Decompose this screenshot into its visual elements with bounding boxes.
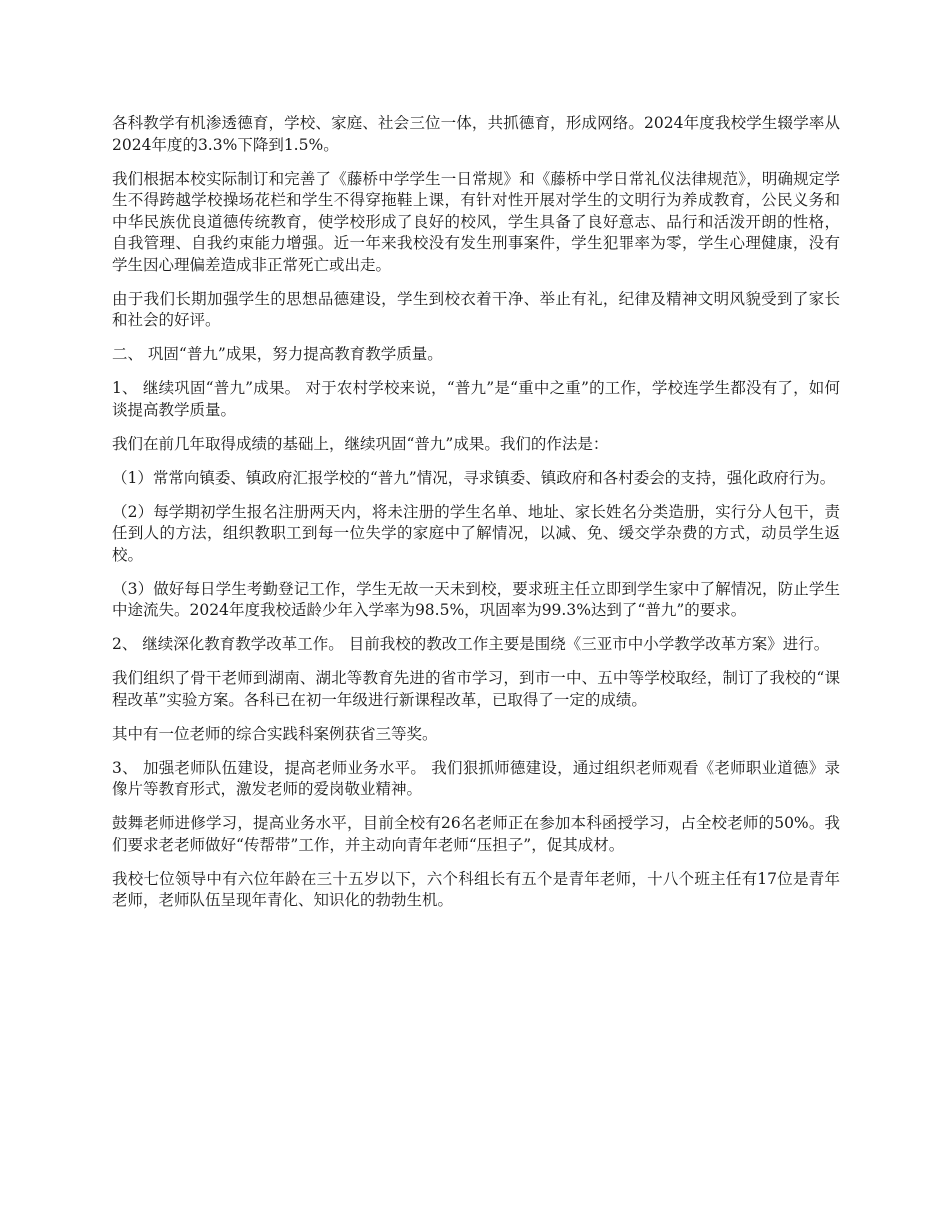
paragraph-method-2: （2）每学期初学生报名注册两天内，将未注册的学生名单、地址、家长姓名分类造册，实行分人包干，责任到人的方法，组织教职工到每一位失学的家庭中了解情况，以减、免、缓交学杂费的方式，动员学生返校。 (112, 502, 840, 564)
paragraph-item-2-reform: 2、 继续深化教育教学改革工作。 目前我校的教改工作主要是围绕《三亚市中小学教学改革方案》进行。 (112, 635, 830, 653)
paragraph-further-study: 鼓舞老师进修学习，提高业务水平，目前全校有26名老师正在参加本科函授学习，占全校老师的50%。我们要求老老师做好“传帮带”工作，并主动向青年老师“压担子”，促其成材。 (112, 814, 840, 854)
paragraph-our-methods: 我们在前几年取得成绩的基础上，继续巩固“普九”成果。我们的作法是： (112, 434, 609, 453)
paragraph-moral-education-network: 各科教学有机渗透德育，学校、家庭、社会三位一体，共抓德育，形成网络。2024年度我校学生辍学率从2024年度的3.3%下降到1.5%。 (112, 114, 840, 154)
paragraph-public-praise: 由于我们长期加强学生的思想品德建设，学生到校衣着干净、举止有礼，纪律及精神文明风貌受到了家长和社会的好评。 (112, 289, 840, 329)
paragraph-method-1: （1）常常向镇委、镇政府汇报学校的“普九”情况，寻求镇委、镇政府和各村委会的支持，强化政府行为。 (112, 468, 836, 487)
document-body (112, 113, 840, 924)
paragraph-award: 其中有一位老师的综合实践科案例获省三等奖。 (112, 724, 438, 743)
paragraph-item-3-teachers: 3、 加强老师队伍建设，提高老师业务水平。 我们狠抓师德建设，通过组织老师观看《老师职业道德》录像片等教育形式，激发老师的爱岗敬业精神。 (112, 758, 840, 798)
section-heading-consolidate-puji: 二、 巩固“普九”成果，努力提高教育教学质量。 (112, 345, 443, 363)
paragraph-young-teachers: 我校七位领导中有六位年龄在三十五岁以下，六个科组长有五个是青年老师，十八个班主任有17位是青年老师，老师队伍呈现年青化、知识化的勃勃生机。 (112, 869, 840, 909)
paragraph-school-rules: 我们根据本校实际制订和完善了《藤桥中学学生一日常规》和《藤桥中学日常礼仪法律规范》，明确规定学生不得跨越学校操场花栏和学生不得穿拖鞋上课，有针对性开展对学生的文明行为养成教育，公民义务和中华民族优良道德传统教育，使学校形成了良好的校风，学生具备了良好意志、品行和活泼开朗的性格，自我管理、自我约束能力增强。近一年来我校没有发生刑事案件，学生犯罪率为零，学生心理健康，没有学生因心理偏差造成非正常死亡或出走。 (112, 169, 840, 274)
paragraph-study-tours: 我们组织了骨干老师到湖南、湖北等教育先进的省市学习，到市一中、五中等学校取经，制订了我校的“课程改革”实验方案。各科已在初一年级进行新课程改革，已取得了一定的成绩。 (112, 669, 840, 709)
paragraph-item-1-consolidate: 1、 继续巩固“普九”成果。 对于农村学校来说，“普九”是“重中之重”的工作，学校连学生都没有了，如何谈提高教学质量。 (112, 379, 840, 419)
paragraph-method-3: （3）做好每日学生考勤登记工作，学生无故一天未到校，要求班主任立即到学生家中了解情况，防止学生中途流失。2024年度我校适龄少年入学率为98.5%，巩固率为99.3%达到了“普九”的要求。 (112, 579, 840, 619)
